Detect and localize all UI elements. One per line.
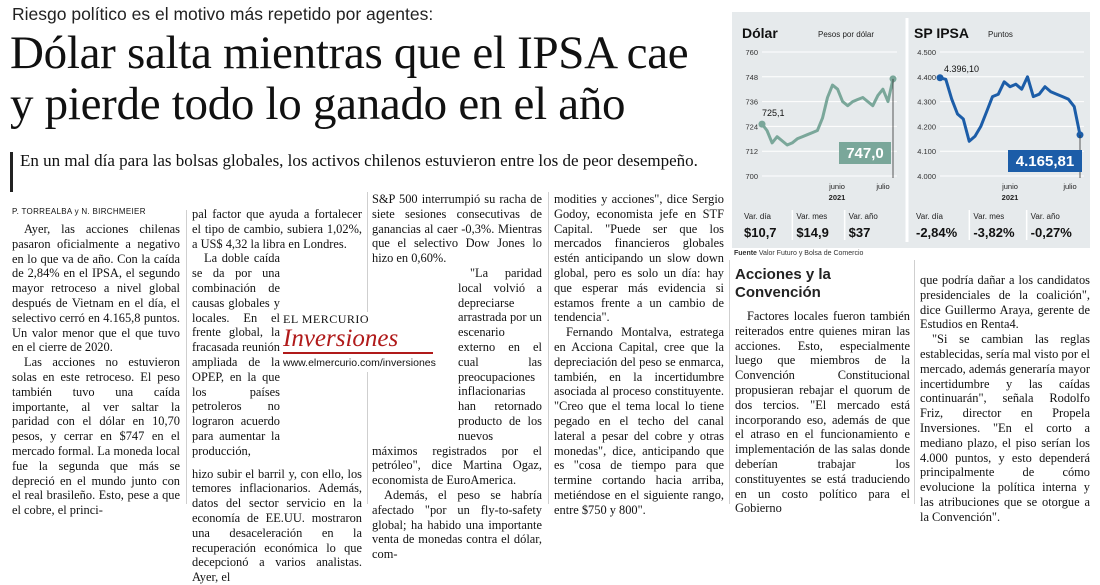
chart-title: SP IPSA <box>914 25 969 41</box>
charts-svg <box>732 12 1090 248</box>
stat-label: Var. mes <box>796 212 828 221</box>
stat-label: Var. día <box>916 212 943 221</box>
stat-value: -0,27% <box>1030 225 1072 240</box>
paragraph: Fernando Montalva, estratega en Acciona Capital, cree que la depreciación del peso se enmarca, también, en la incertidumbre asociada al proceso constituyente. "Creo que el tema local lo tiene pegado en el techo del canal lateral a pesar del cobre y otras monedas", dice, anticipando que es "cosa de tiempo para que termine cortando hacia arriba, metiéndose en el siguiente rango, entre $750 y 800". <box>554 325 724 517</box>
column-2 <box>192 207 362 585</box>
paragraph: máximos registrados por el petróleo", dice Martina Ogaz, economista de EuroAmerica. <box>372 443 542 488</box>
charts-panel <box>732 12 1090 248</box>
column-divider <box>914 260 915 504</box>
start-point <box>937 74 944 81</box>
column-4 <box>554 192 724 518</box>
column-5 <box>735 309 910 516</box>
x-year-label: 2021 <box>828 193 846 202</box>
stat-label: Var. año <box>1030 212 1060 221</box>
y-tick-label: 4.500 <box>917 48 936 57</box>
paragraph: hizo subir el barril y, con ello, los temores inflacionarios. Además, datos del sector servicio en la economía de EE.UU. mostraron una desaceleración en la recuperación económica lo que decepcionó a varios analistas. Ayer, el <box>192 466 362 585</box>
y-tick-label: 4.400 <box>917 72 936 82</box>
column-divider <box>548 192 549 504</box>
value-box-label: 4.165,81 <box>1015 153 1075 170</box>
y-tick-label: 712 <box>745 147 758 157</box>
y-tick-label: 4.100 <box>917 147 936 157</box>
start-point <box>759 121 766 128</box>
column-6 <box>920 273 1090 525</box>
paragraph: S&P 500 interrumpió su racha de siete sesiones consecutivas de ganancias al caer -0,3%. Mientras que el selectivo Dow Jones lo hizo en 0,60%. <box>372 192 542 266</box>
paragraph: Ayer, las acciones chilenas pasaron oficialmente a negativo en lo que va de año. Con la caída de 2,84% en el IPSA, el segundo mayor retroceso a nivel global después de Vietnam en el día, el selectivo cerró en 4.165,8 puntos. Un valor menor que el que tuvo en el cierre de 2020. <box>12 222 180 355</box>
column-3 <box>372 192 542 562</box>
y-tick-label: 760 <box>745 48 758 57</box>
paragraph: pal factor que ayuda a fortalecer el tipo de cambio, subiera 1,02%, a US$ 4,32 la libra en Londres. <box>192 207 362 251</box>
y-tick-label: 700 <box>745 172 758 181</box>
x-tick-label: junio <box>829 182 845 191</box>
section-title: Acciones y la Convención <box>735 266 831 301</box>
y-tick-label: 748 <box>745 72 758 82</box>
y-tick-label: 4.000 <box>917 172 936 181</box>
ad-masthead: EL MERCURIO <box>283 312 370 326</box>
y-tick-label: 736 <box>745 97 758 107</box>
ad-rule <box>283 352 433 354</box>
stat-value: $10,7 <box>744 225 777 240</box>
y-tick-label: 724 <box>745 122 758 132</box>
paragraph: Las acciones no estuvieron solas en este retroceso. El peso también tuvo una caída importante, al ver saltar la paridad con el dólar en 10,70 pesos, y cerrar en $747 en el mercado formal. La moneda local fue la segunda que más se depreció en el mundo junto con el real brasileño. Esto, pese a que el cobre, el princi- <box>12 355 180 518</box>
column-1 <box>12 222 180 518</box>
paragraph: Además, el peso se habría afectado "por un fly-to-safety global; ha habido una importante venta de monedas contra el dólar, com- <box>372 487 542 562</box>
stat-value: -2,84% <box>916 225 958 240</box>
chart-title: Dólar <box>742 25 778 41</box>
x-tick-label: junio <box>1002 182 1018 191</box>
stat-label: Var. día <box>744 212 771 221</box>
value-box-label: 747,0 <box>846 145 884 162</box>
headline-line-1: Dólar salta mientras que el IPSA cae <box>10 27 689 79</box>
start-label: 4.396,10 <box>944 63 980 74</box>
source-label: Fuente <box>734 250 757 257</box>
stat-label: Var. mes <box>973 212 1005 221</box>
stat-value: $14,9 <box>796 225 829 240</box>
x-year-label: 2021 <box>1001 193 1019 202</box>
subhead: En un mal día para las bolsas globales, los activos chilenos estuvieron entre los de peor desempeño. <box>20 151 698 170</box>
column-divider <box>729 260 730 504</box>
stat-label: Var. año <box>848 212 878 221</box>
paragraph: "Si se cambian las reglas establecidas, sería mal visto por el mercado, además generaría mayor incertidumbre y las caídas continuarán", señala Rodolfo Friz, director en Propela Inversiones. "En el corto a mediano plazo, el piso serían los 4.000 puntos, y esto dependerá principalmente de cómo evolucione la política interna y las atribuciones que se otorgue a la Convención". <box>920 332 1090 524</box>
y-tick-label: 4.300 <box>917 97 936 107</box>
kicker: Riesgo político es el motivo más repetido por agentes: <box>12 4 434 24</box>
subhead-bar <box>10 152 13 192</box>
ad-url[interactable]: www.elmercurio.com/inversiones <box>283 357 436 369</box>
y-tick-label: 4.200 <box>917 122 936 132</box>
start-label: 725,1 <box>762 108 785 119</box>
paragraph: La doble caída se da por una combinación de causas globales y locales. En el frente global, la fracasada reunión ampliada de la OPEP, en la que los países petroleros no lograron acuerdo para aumentar la producción, <box>192 251 280 458</box>
source-text: Valor Futuro y Bolsa de Comercio <box>758 250 864 257</box>
inversiones-ad[interactable] <box>283 312 448 372</box>
chart-subtitle: Pesos por dólar <box>818 30 875 39</box>
headline <box>10 28 730 130</box>
headline-line-2: y pierde todo lo ganado en el año <box>10 78 626 130</box>
column-divider <box>186 210 187 504</box>
paragraph: "La paridad local volvió a depreciarse arrastrada por un escenario externo en el cual las preocupaciones inflacionarias han retornado producto de los nuevos <box>458 265 542 443</box>
ad-brand: Inversiones <box>283 325 399 352</box>
stat-value: -3,82% <box>973 225 1015 240</box>
paragraph: modities y acciones", dice Sergio Godoy, economista jefe en STF Capital. "Puede ser que los mercados financieros globales estén anticipando un slow down global, pero es solo un día: hay que esperar más evidencia si estamos frente a un cambio de tendencia". <box>554 192 724 325</box>
series-line <box>940 77 1080 142</box>
paragraph: que podría dañar a los candidatos presidenciales de la coalición", dice Guillermo Araya, gerente de Estudios en Renta4. <box>920 273 1090 332</box>
paragraph: Factores locales fueron también reiterados entre quienes miran las acciones. Esto, especialmente luego que miembros de la Convención Constitucional propusieran rebajar el quorum de dos tercios. "El mercado está incorporando eso, además de que el atraso en el funcionamiento e implementación de las salas donde deberían trabajar los constituyentes se está traduciendo en un costo político para el Gobierno <box>735 309 910 516</box>
chart-subtitle: Puntos <box>988 30 1013 39</box>
chart-source <box>734 250 863 257</box>
x-tick-label: julio <box>1063 182 1077 191</box>
stat-value: $37 <box>848 225 871 240</box>
byline: P. TORREALBA y N. BIRCHMEIER <box>12 207 146 216</box>
x-tick-label: julio <box>876 182 890 191</box>
